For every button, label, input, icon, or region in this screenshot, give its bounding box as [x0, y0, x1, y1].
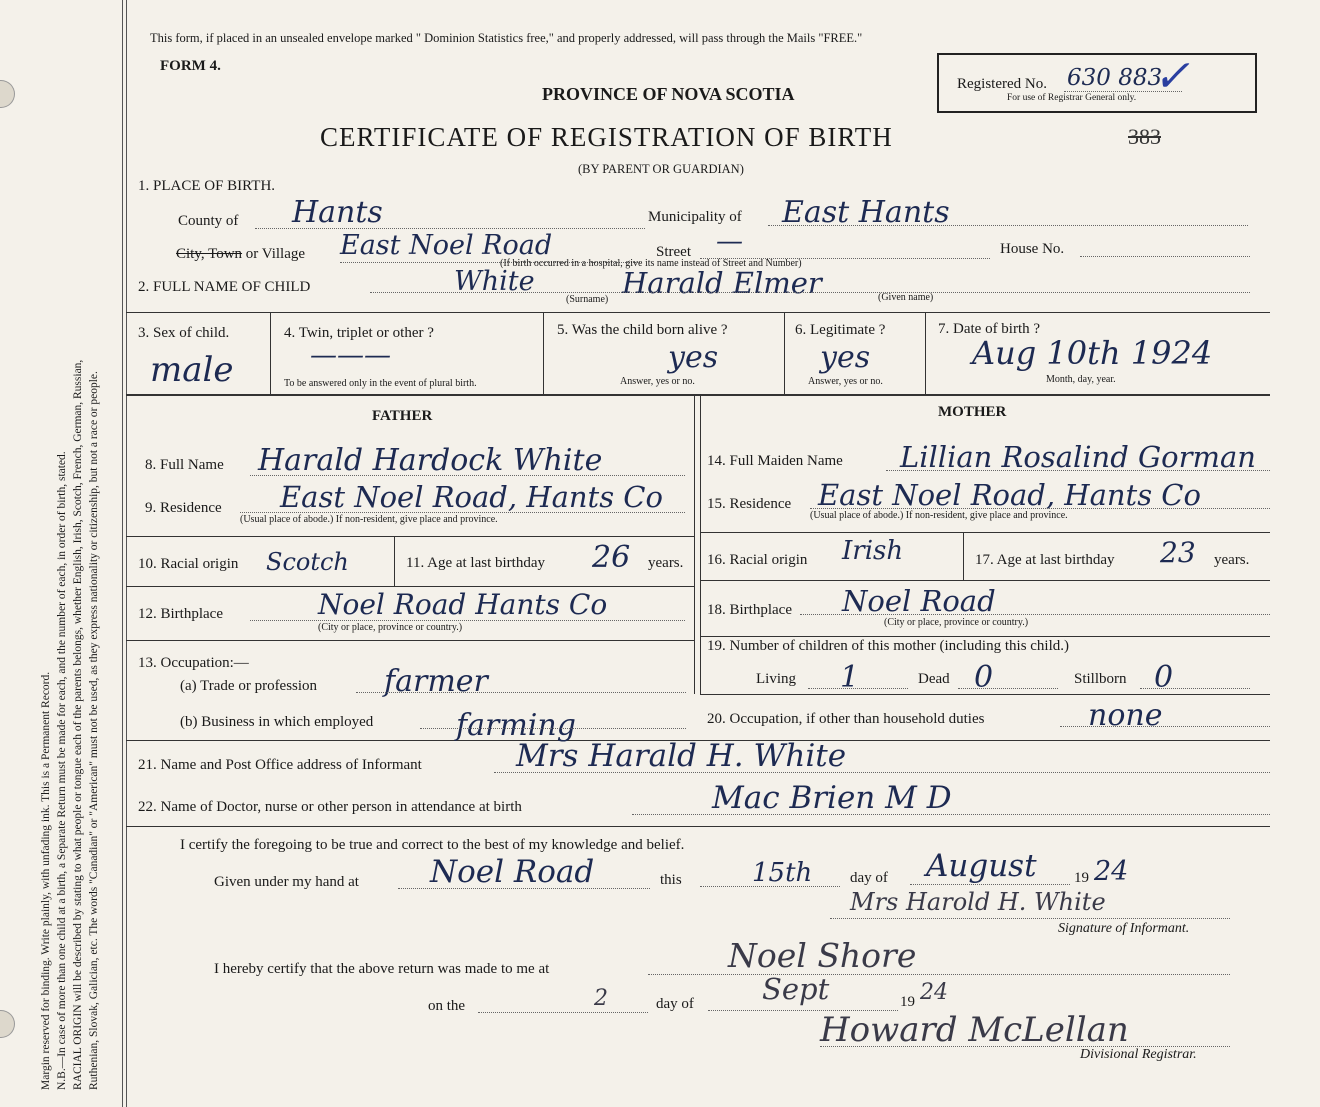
born-alive-label: 5. Was the child born alive ?: [557, 322, 728, 338]
mother-name-label: 14. Full Maiden Name: [707, 453, 843, 469]
father-name-value: Harald Hardock White: [258, 443, 603, 478]
mother-residence-value: East Noel Road, Hants Co: [818, 478, 1201, 512]
given-under-label: Given under my hand at: [214, 874, 359, 890]
children-count-label: 19. Number of children of this mother (including this child.): [707, 638, 1070, 654]
given-year-value: 24: [1094, 856, 1129, 887]
registrar-place-value: Noel Shore: [728, 936, 917, 975]
child-name-label: 2. FULL NAME OF CHILD: [138, 279, 311, 295]
mother-years: years.: [1214, 552, 1250, 568]
margin-rule: [122, 0, 123, 1107]
rule: [126, 312, 1270, 313]
father-business-value: farming: [456, 708, 576, 743]
informant-signature-caption: Signature of Informant.: [1058, 921, 1190, 936]
stillborn-value: 0: [1154, 660, 1174, 695]
mother-racial-label: 16. Racial origin: [707, 552, 808, 568]
county-label: County of: [178, 213, 239, 229]
this-label: this: [660, 872, 682, 888]
date-of-birth-label: 7. Date of birth ?: [938, 321, 1041, 337]
village-value: East Noel Road: [340, 230, 553, 261]
dead-value: 0: [974, 660, 994, 695]
father-birthplace-note: (City or place, province or country.): [318, 622, 463, 633]
twin-label: 4. Twin, triplet or other ?: [284, 325, 434, 341]
on-the-label: on the: [428, 998, 466, 1014]
punch-hole: [0, 80, 15, 108]
rule: [126, 394, 1270, 396]
house-number-label: House No.: [1000, 241, 1065, 257]
registrar-statement: I hereby certify that the above return was made to me at: [214, 961, 550, 977]
born-alive-value: yes: [668, 340, 719, 375]
mother-racial-value: Irish: [842, 536, 904, 566]
county-value: Hants: [292, 195, 383, 230]
registrar-year-prefix: 19: [900, 994, 915, 1010]
village-label: or Village: [245, 246, 306, 262]
mother-birthplace-value: Noel Road: [842, 584, 996, 618]
given-day-value: 15th: [752, 858, 813, 888]
father-residence-value: East Noel Road, Hants Co: [280, 480, 663, 514]
margin-note-3: RACIAL ORIGIN will be described by stating to what people or tongue each of the parents belongs, whether English, Irish, Scotch, French, German, Russian,: [72, 359, 84, 1090]
registrar-signature: Howard McLellan: [820, 1010, 1129, 1050]
legitimate-value: yes: [820, 340, 871, 375]
registered-box: [937, 53, 1257, 113]
living-label: Living: [756, 671, 796, 687]
father-occupation-label: 13. Occupation:—: [138, 655, 249, 671]
binding-margin: [0, 0, 125, 1107]
father-age-label: 11. Age at last birthday: [406, 555, 545, 571]
registrar-month-value: Sept: [762, 972, 830, 1006]
living-value: 1: [840, 660, 860, 695]
given-month-value: August: [926, 848, 1037, 884]
registrar-year-value: 24: [920, 980, 948, 1005]
date-of-birth-value: Aug 10th 1924: [972, 334, 1213, 372]
registrar-caption: Divisional Registrar.: [1080, 1047, 1197, 1062]
father-heading: FATHER: [372, 408, 433, 424]
registered-label: Registered No.: [957, 76, 1047, 92]
doctor-label: 22. Name of Doctor, nurse or other person in attendance at birth: [138, 799, 522, 815]
father-business-label: (b) Business in which employed: [180, 714, 374, 730]
registrar-day-of-label: day of: [656, 996, 694, 1012]
father-birthplace-label: 12. Birthplace: [138, 606, 223, 622]
check-mark-icon: ✓: [1153, 52, 1190, 101]
form-number: FORM 4.: [160, 58, 221, 74]
registrar-day-value: 2: [594, 986, 608, 1011]
stillborn-label: Stillborn: [1074, 671, 1127, 687]
province-heading: PROVINCE OF NOVA SCOTIA: [542, 84, 795, 104]
father-birthplace-value: Noel Road Hants Co: [318, 588, 608, 621]
mother-residence-note: (Usual place of abode.) If non-resident, give place and province.: [810, 510, 1068, 521]
legitimate-note: Answer, yes or no.: [808, 376, 883, 387]
father-trade-value: farmer: [384, 664, 488, 699]
child-given-name: Harald Elmer: [622, 266, 822, 300]
registrar-use-note: For use of Registrar General only.: [1007, 93, 1137, 103]
mother-residence-label: 15. Residence: [707, 496, 792, 512]
mother-name-value: Lillian Rosalind Gorman: [900, 440, 1256, 474]
sex-value: male: [150, 350, 234, 390]
surname-caption: (Surname): [566, 294, 609, 305]
father-residence-note: (Usual place of abode.) If non-resident, give place and province.: [240, 514, 498, 525]
struck-city-label: City, Town: [176, 246, 243, 262]
informant-label: 21. Name and Post Office address of Informant: [138, 757, 422, 773]
date-of-birth-note: Month, day, year.: [1046, 374, 1116, 385]
father-years: years.: [648, 555, 684, 571]
hospital-note: (If birth occurred in a hospital, give its name instead of Street and Number): [500, 258, 802, 269]
father-racial-label: 10. Racial origin: [138, 556, 239, 572]
informant-signature: Mrs Harold H. White: [850, 888, 1106, 916]
mother-occupation-value: none: [1088, 698, 1163, 733]
place-of-birth-heading: 1. PLACE OF BIRTH.: [138, 178, 276, 194]
page-subtitle: (BY PARENT OR GUARDIAN): [578, 162, 744, 176]
mother-age-label: 17. Age at last birthday: [975, 552, 1115, 568]
margin-note-2: N.B.—In case of more than one child at a birth, a Separate Return must be made for each, and the number of each, in order of birth, stated.: [56, 451, 68, 1090]
child-surname: White: [454, 266, 535, 297]
street-label: Street: [656, 244, 691, 260]
punch-hole: [0, 1010, 15, 1038]
father-residence-label: 9. Residence: [145, 500, 222, 516]
given-place-value: Noel Road: [430, 854, 595, 890]
sex-label: 3. Sex of child.: [138, 325, 230, 341]
dead-label: Dead: [918, 671, 950, 687]
municipality-label: Municipality of: [648, 209, 742, 225]
legitimate-label: 6. Legitimate ?: [795, 322, 886, 338]
father-racial-value: Scotch: [266, 548, 349, 576]
street-value: —: [716, 226, 743, 257]
father-name-label: 8. Full Name: [145, 457, 224, 473]
mailing-notice: This form, if placed in an unsealed envelope marked " Dominion Statistics free," and properly addressed, will pass through the Mails "FREE.": [150, 31, 863, 45]
struck-number: 383: [1128, 124, 1161, 149]
doctor-value: Mac Brien M D: [712, 780, 952, 816]
margin-rule: [126, 0, 127, 1107]
given-day-of-label: day of: [850, 870, 888, 886]
given-year-prefix: 19: [1074, 870, 1089, 886]
city-label: [176, 246, 305, 263]
registered-number: 630 883: [1067, 65, 1163, 91]
mother-age-value: 23: [1160, 536, 1196, 569]
page-title: CERTIFICATE OF REGISTRATION OF BIRTH: [320, 122, 893, 152]
mother-birthplace-label: 18. Birthplace: [707, 602, 792, 618]
certify-statement: I certify the foregoing to be true and correct to the best of my knowledge and belief.: [180, 837, 685, 853]
father-trade-label: (a) Trade or profession: [180, 678, 318, 694]
mother-heading: MOTHER: [938, 404, 1007, 420]
given-name-caption: (Given name): [878, 292, 934, 303]
mother-occupation-label: 20. Occupation, if other than household duties: [707, 711, 985, 727]
mother-birthplace-note: (City or place, province or country.): [884, 617, 1029, 628]
municipality-value: East Hants: [782, 195, 950, 230]
informant-value: Mrs Harald H. White: [516, 738, 847, 774]
margin-note-1: Margin reserved for binding. Write plainly, with unfading ink. This is a Permanent Record.: [40, 671, 52, 1090]
margin-note-4: Ruthenian, Slovak, Galician, etc. The words "Canadian" or "American" must not be used, as they express nationality or citizenship, but not a race or people.: [88, 371, 100, 1090]
father-age-value: 26: [592, 540, 631, 575]
born-alive-note: Answer, yes or no.: [620, 376, 695, 387]
twin-value: ———: [310, 340, 391, 371]
twin-note: To be answered only in the event of plural birth.: [284, 378, 477, 389]
